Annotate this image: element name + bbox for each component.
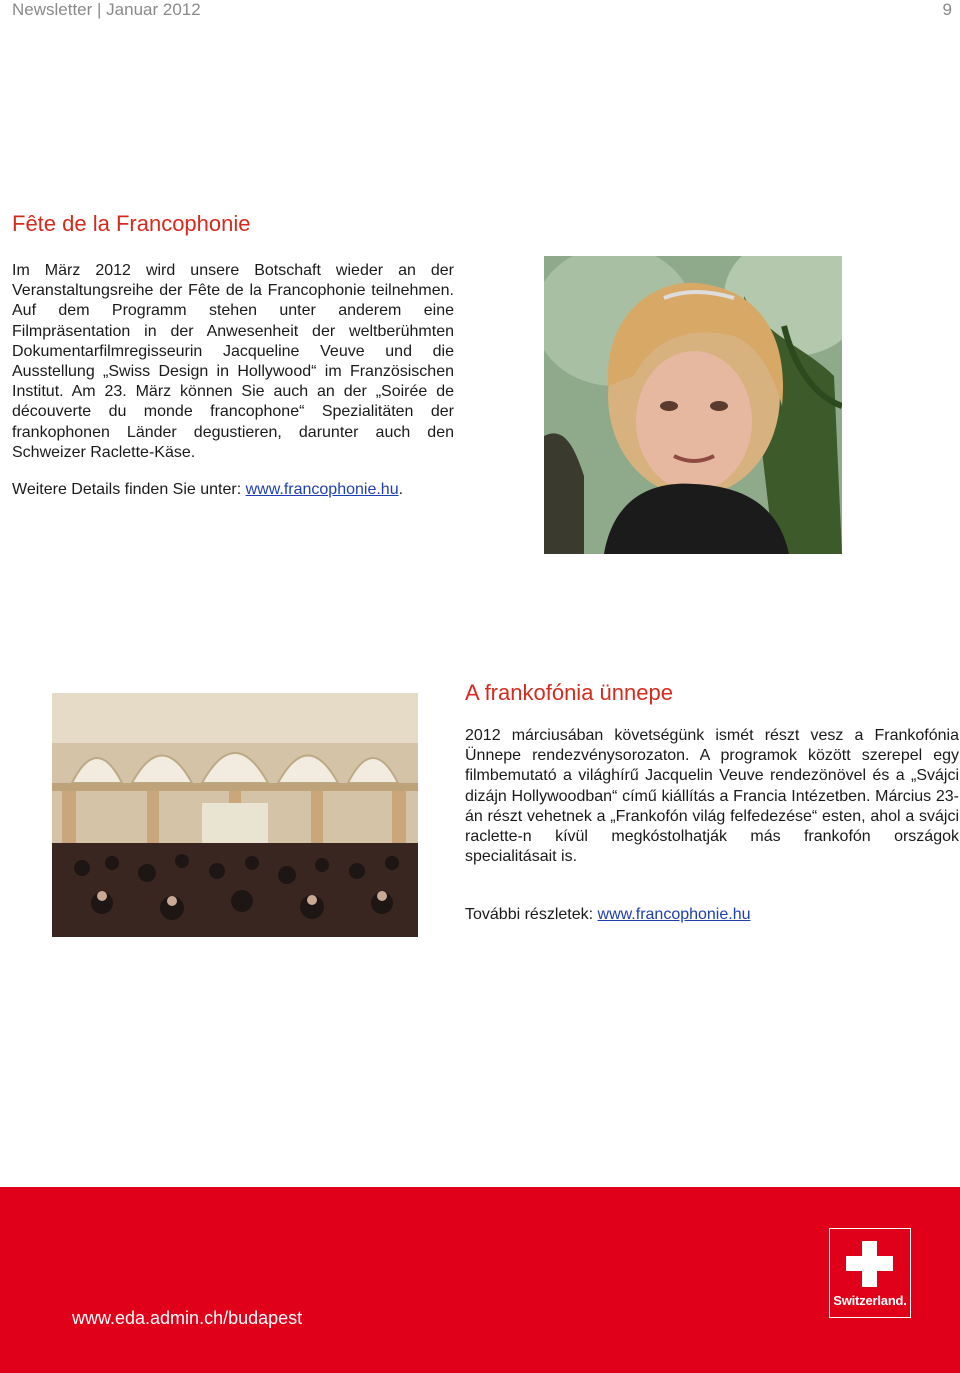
details-line-de [12,481,403,499]
logo-text: Switzerland. [833,1293,907,1308]
article-paragraph-de: Im März 2012 wird unsere Botschaft wieder an der Veranstaltungsreihe der Fête de la Francophonie teilnehmen. Auf dem Programm stehen unter anderem eine Filmpräsentation in der Anwesenheit der weltberühmten Dokumentarfilmregisseurin Jacqueline Veuve und die Ausstellung „Swiss Design in Hollywood“ im Französischen Institut. Am 23. März können Sie auch an der „Soirée de découverte du monde francophone“ Spezialitäten der frankophonen Länder degustieren, darunter auch den Schweizer Raclette-Käse. [12,262,454,461]
portrait-photo [544,256,842,554]
footer-url[interactable]: www.eda.admin.ch/budapest [72,1308,303,1328]
article-paragraph-hu: 2012 márciusában követségünk ismét részt vesz a Frankofónia Ünnepe rendezvénysorozaton. A programok között szerepel egy filmbemutató a világhírű Jacquelin Veuve rendezönövel és a „Svájci dizájn Hollywoodban“ című kiállítás a Francia Intézetben. Március 23-án részt vehetnek a „Frankofón világ felfedezése“ esten, ahol a svájci raclette-n kívül megkóstolhatják más frankofón országok specialitásait is. [465,727,959,866]
swiss-cross-icon [830,1229,909,1289]
footer-banner [0,1187,960,1373]
page-number: 9 [942,0,952,19]
francophonie-link-hu[interactable]: www.francophonie.hu [597,906,751,923]
section-title-hu: A frankofónia ünnepe [465,680,673,705]
section-title-de: Fête de la Francophonie [12,211,251,236]
details-line-hu [465,906,751,924]
swiss-logo [829,1228,911,1318]
details-label-hu: További részletek: [465,906,598,923]
francophonie-link-de[interactable]: www.francophonie.hu [245,481,399,498]
details-suffix-de: . [398,481,404,498]
details-label-de: Weitere Details finden Sie unter: [12,481,246,498]
newsletter-header: Newsletter | Januar 2012 [12,0,201,19]
event-hall-photo [52,693,418,937]
